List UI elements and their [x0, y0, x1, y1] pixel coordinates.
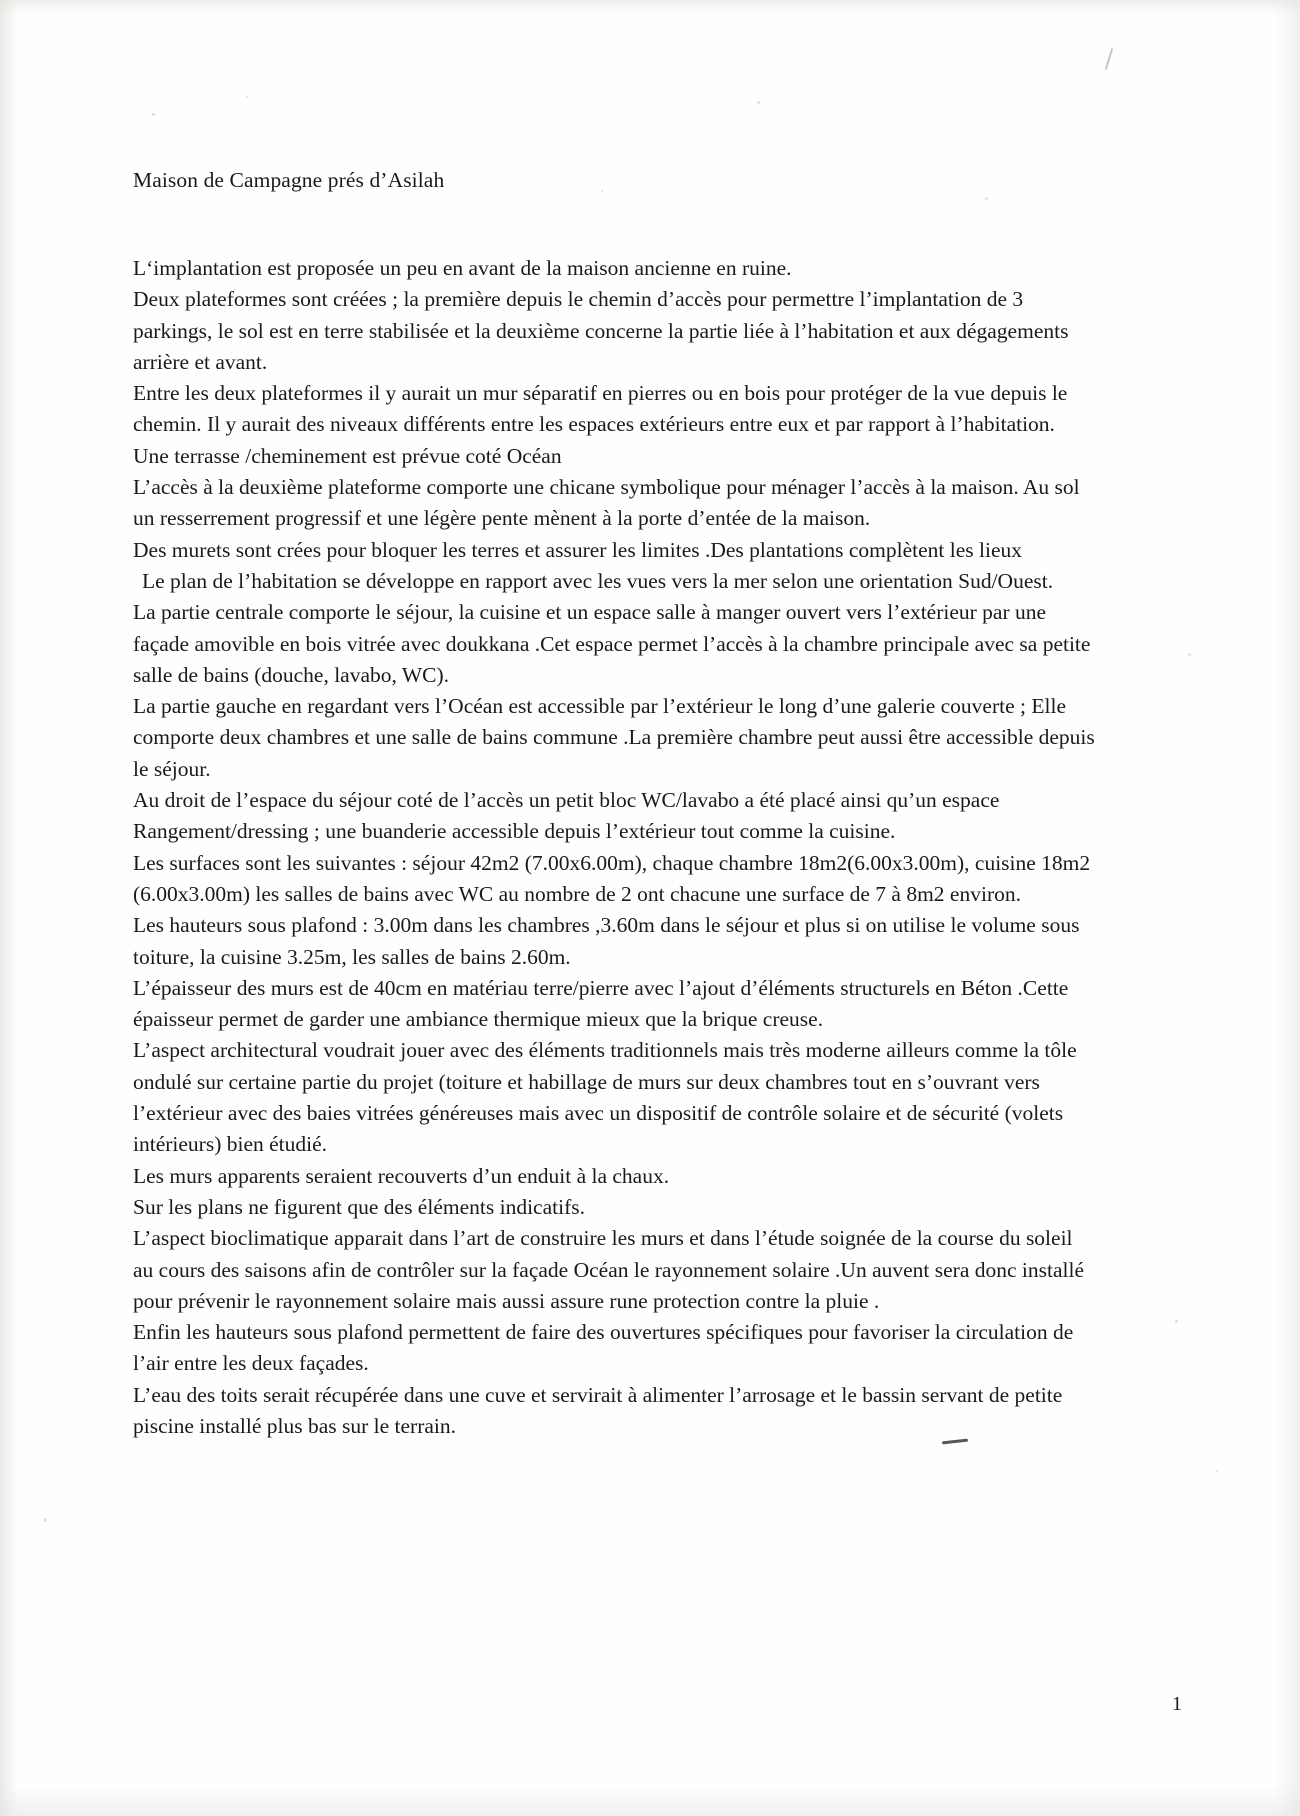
paragraph: Des murets sont crées pour bloquer les terres et assurer les limites .Des plantations complètent les lieux — [133, 537, 1023, 562]
stray-pen-mark — [1105, 48, 1113, 70]
scan-edge-top — [0, 0, 1300, 14]
scan-edge-left — [0, 0, 18, 1816]
scan-edge-right — [1274, 0, 1300, 1816]
document-body — [133, 253, 1098, 1442]
scan-speck — [246, 96, 248, 98]
paragraph: L’épaisseur des murs est de 40cm en matériau terre/pierre avec l’ajout d’éléments structurels en Béton .Cette épaisseur permet de garder une ambiance thermique mieux que la brique creuse. — [133, 975, 1069, 1032]
paragraph: Le plan de l’habitation se développe en rapport avec les vues vers la mer selon une orientation Sud/Ouest. — [142, 568, 1054, 593]
paragraph: Au droit de l’espace du séjour coté de l’accès un petit bloc WC/lavabo a été placé ainsi qu’un espace Rangement/dressing ; une buanderie accessible depuis l’extérieur tout comme la cuisine. — [133, 788, 1000, 844]
scan-speck — [1175, 1320, 1178, 1323]
paragraph: L’eau des toits serait récupérée dans une cuve et servirait à alimenter l’arrosage et le bassin servant de petite piscine installé plus bas sur le terrain. — [133, 1382, 1063, 1438]
scan-speck — [757, 101, 760, 104]
scan-speck — [601, 190, 603, 192]
paragraph: La partie centrale comporte le séjour, la cuisine et un espace salle à manger ouvert vers l’extérieur par une façade amovible en bois vitrée avec doukkana .Cet espace permet l’accès à la chambre principale avec sa petite salle de bains (douche, lavabo, WC). — [133, 600, 1091, 687]
scan-speck — [152, 113, 155, 116]
scan-speck — [1188, 653, 1191, 656]
paragraph: L‘implantation est proposée un peu en avant de la maison ancienne en ruine. — [133, 256, 792, 280]
paragraph: Entre les deux plateformes il y aurait un mur séparatif en pierres ou en bois pour protéger de la vue depuis le chemin. Il y aurait des niveaux différents entre les espaces extérieurs entre eux et par rapport à l’habitation. — [133, 381, 1068, 437]
paragraph: Les hauteurs sous plafond : 3.00m dans les chambres ,3.60m dans le séjour et plus si on utilise le volume sous toiture, la cuisine 3.25m, les salles de bains 2.60m. — [133, 913, 1080, 969]
paragraph: Sur les plans ne figurent que des éléments indicatifs. — [133, 1194, 585, 1219]
paragraph: Une terrasse /cheminement est prévue coté Océan — [133, 443, 562, 468]
scan-speck — [1216, 1470, 1218, 1472]
paragraph: La partie gauche en regardant vers l’Océan est accessible par l’extérieur le long d’une galerie couverte ; Elle comporte deux chambres et une salle de bains commune .La première chambre peut aussi être accessible depuis le séjour. — [133, 694, 1095, 781]
paragraph: Deux plateformes sont créées ; la première depuis le chemin d’accès pour permettre l’implantation de 3 parkings, le sol est en terre stabilisée et la deuxième concerne la partie liée à l’habitation et aux dégagements arrière et avant. — [133, 287, 1069, 374]
paragraph: L’accès à la deuxième plateforme comporte une chicane symbolique pour ménager l’accès à la maison. Au sol un resserrement progressif et une légère pente mènent à la porte d’entée de la maison. — [133, 475, 1080, 531]
page-number: 1 — [1172, 1693, 1182, 1715]
paragraph: L’aspect architectural voudrait jouer avec des éléments traditionnels mais très moderne ailleurs comme la tôle ondulé sur certaine partie du projet (toiture et habillage de murs sur deux chambres tout en s’ouvrant vers l’extérieur avec des baies vitrées généreuses mais avec un dispositif de contrôle solaire et de sécurité (volets intérieurs) bien étudié. — [133, 1038, 1077, 1157]
paragraph: Les murs apparents seraient recouverts d’un enduit à la chaux. — [133, 1163, 670, 1188]
scan-speck — [44, 1518, 47, 1522]
scan-edge-bottom — [0, 1786, 1300, 1816]
scan-speck — [985, 197, 988, 200]
paragraph: Enfin les hauteurs sous plafond permettent de faire des ouvertures spécifiques pour favoriser la circulation de l’air entre les deux façades. — [133, 1320, 1074, 1376]
paragraph: Les surfaces sont les suivantes : séjour 42m2 (7.00x6.00m), chaque chambre 18m2(6.00x3.00m), cuisine 18m2 (6.00x3.00m) les salles de bains avec WC au nombre de 2 ont chacune une surface de 7 à 8m2 environ. — [133, 850, 1091, 906]
paragraph: L’aspect bioclimatique apparait dans l’art de construire les murs et dans l’étude soignée de la course du soleil au cours des saisons afin de contrôler sur la façade Océan le rayonnement solaire .Un auvent sera donc installé pour prévenir le rayonnement solaire mais aussi assure rune protection contre la pluie . — [133, 1226, 1085, 1313]
page-title: Maison de Campagne prés d’Asilah — [133, 168, 445, 192]
